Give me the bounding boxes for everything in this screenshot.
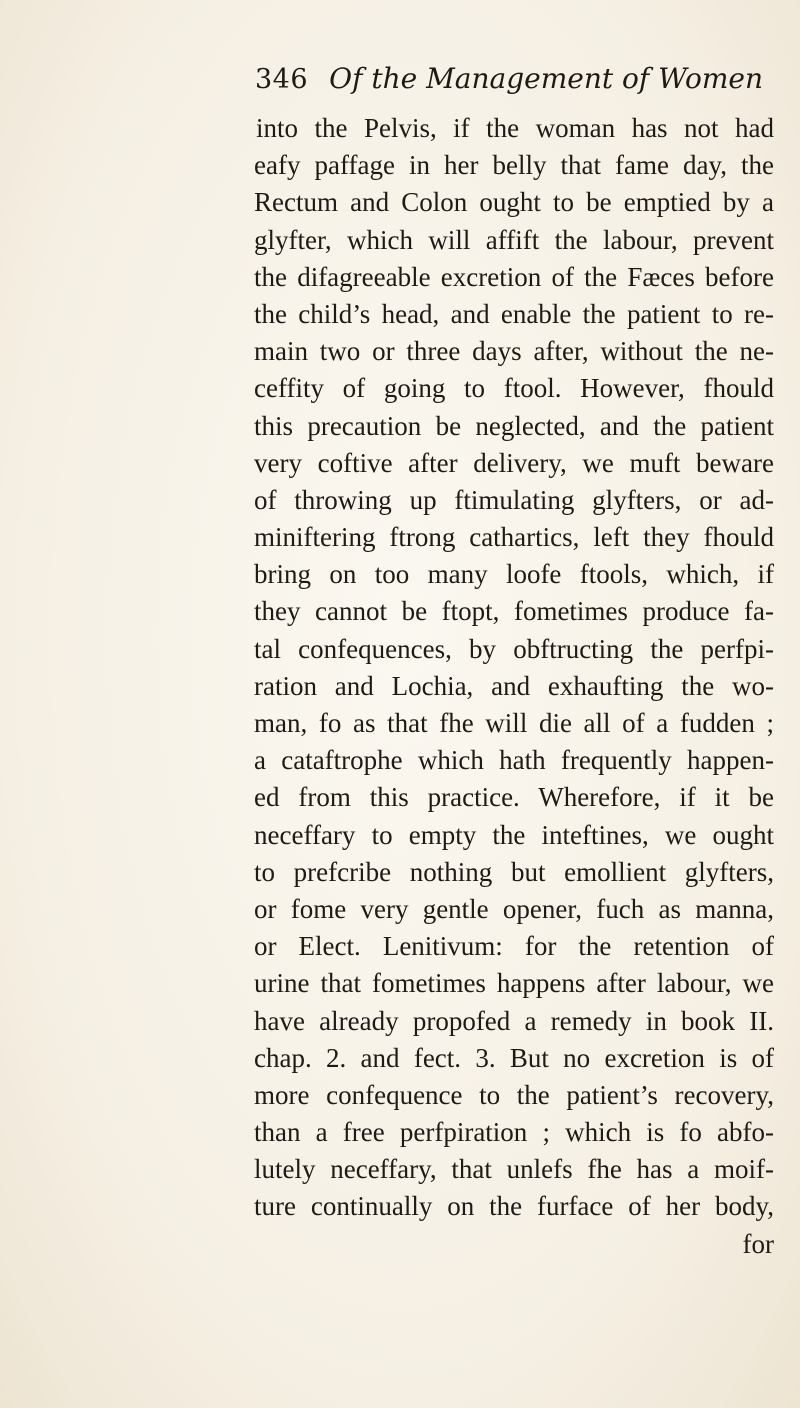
text-line: man, fo as that fhe will die all of a fudden ; [254, 708, 774, 738]
text-line: bring on too many loofe ftools, which, if [254, 559, 774, 590]
text-line: chap. 2. and fect. 3. But no excretion is of [254, 1042, 774, 1073]
text-line: the difagreeable excretion of the Fæces before [254, 261, 774, 292]
text-line: eafy paffage in her belly that fame day, the [254, 150, 774, 181]
running-title: Of the Management of Women [329, 62, 764, 95]
text-line: very coftive after delivery, we muft beware [254, 447, 774, 478]
text-line: miniftering ftrong cathartics, left they fhould [254, 522, 774, 553]
text-line: into the Pelvis, if the woman has not had [256, 113, 774, 143]
text-line: tal confequences, by obftructing the perfpi- [254, 633, 774, 664]
text-line: ed from this practice. Wherefore, if it be [254, 782, 774, 813]
text-line: or fome very gentle opener, fuch as manna, [254, 893, 774, 924]
text-line: ture continually on the furface of her body, [254, 1191, 774, 1222]
text-line: they cannot be ftopt, fometimes produce fa- [254, 596, 774, 627]
text-line: Rectum and Colon ought to be emptied by a [254, 187, 774, 218]
text-line: more confequence to the patient’s recovery, [254, 1079, 774, 1110]
text-line: or Elect. Lenitivum: for the retention of [254, 931, 774, 962]
text-line: than a free perfpiration ; which is fo abfo- [254, 1117, 774, 1148]
text-line: the child’s head, and enable the patient to re- [254, 298, 774, 329]
text-line: this precaution be neglected, and the patient [254, 410, 774, 441]
page-header [255, 62, 775, 108]
text-line: a cataftrophe which hath frequently happen- [254, 745, 774, 776]
text-line: neceffary to empty the inteftines, we ought [254, 819, 774, 850]
text-line: ceffity of going to ftool. However, fhould [254, 373, 774, 404]
text-line: main two or three days after, without the ne- [254, 336, 774, 367]
page-number: 346 [255, 64, 309, 95]
text-line: urine that fometimes happens after labour, we [254, 968, 774, 999]
text-line: have already propofed a remedy in book II. [254, 1005, 774, 1036]
text-line: glyfter, which will affift the labour, prevent [254, 224, 774, 255]
text-line: of throwing up ftimulating glyfters, or ad- [254, 484, 774, 515]
catchword: for [742, 1228, 774, 1259]
text-line: lutely neceffary, that unlefs fhe has a moif- [254, 1154, 774, 1185]
body-text [254, 110, 774, 1263]
text-line: to prefcribe nothing but emollient glyfters, [254, 856, 774, 887]
text-line: ration and Lochia, and exhaufting the wo- [254, 670, 774, 701]
